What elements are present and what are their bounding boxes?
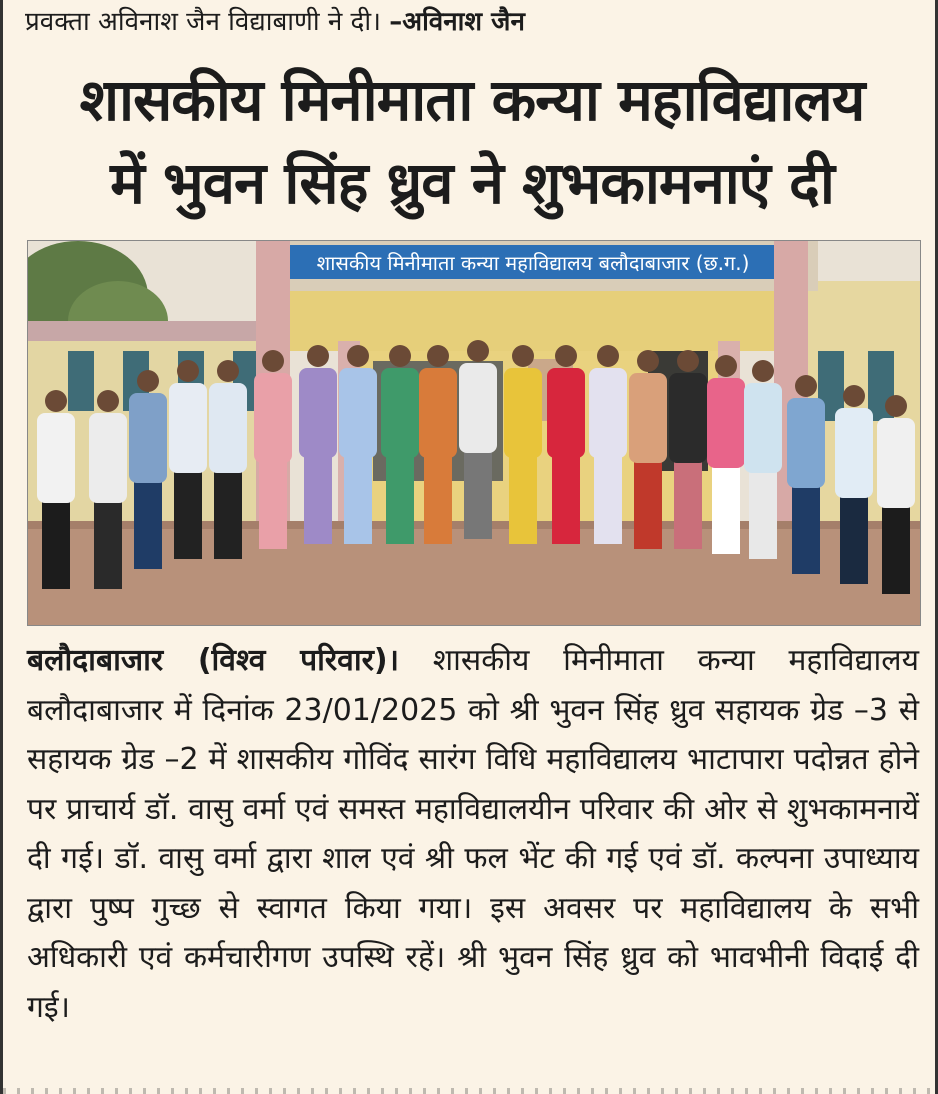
person-legs [634,461,662,549]
person-legs [174,471,202,559]
person-torso [381,368,419,458]
person-head [427,345,449,367]
person-torso [254,373,292,463]
dateline: बलौदाबाजार (विश्व परिवार)। [27,643,399,678]
person-legs [424,456,452,544]
byline: –अविनाश जैन [389,7,525,37]
person-torso [877,418,915,508]
person-legs [464,451,492,539]
person-torso [589,368,627,458]
person-head [715,355,737,377]
person-torso [547,368,585,458]
person-legs [882,506,910,594]
person-head [843,385,865,407]
previous-article-tail [25,4,925,40]
person-legs [749,471,777,559]
person-legs [386,456,414,544]
person-head [347,345,369,367]
article-body-text: शासकीय मिनीमाता कन्या महाविद्यालय बलौदाबाजार में दिनांक 23/01/2025 को श्री भुवन सिंह ध्रुव सहायक ग्रेड –3 से सहायक ग्रेड –2 में शासकीय गोविंद सारंग विधि महाविद्यालय भाटापारा पदोन्नत होने पर प्राचार्य डॉ. वासु वर्मा एवं समस्त महाविद्यालयीन परिवार की ओर से शुभकामनायें दी गई। डॉ. वासु वर्मा द्वारा शाल एवं श्री फल भेंट की गई एवं डॉ. कल्पना उपाध्याय द्वारा पुष्प गुच्छ से स्वागत किया गया। इस अवसर पर महाविद्यालय के सभी अधिकारी एवं कर्मचारीगण उपस्थि रहें। श्री भुवन सिंह ध्रुव को भावभीनी विदाई दी गई। [27,643,919,1025]
person-legs [840,496,868,584]
previous-article-text: प्रवक्ता अविनाश जैन विद्याबाणी ने दी। [25,7,381,37]
person-head [677,350,699,372]
person-torso [504,368,542,458]
person-torso [339,368,377,458]
person-torso [669,373,707,463]
person-torso [299,368,337,458]
group-photo [27,240,921,626]
person-head [97,390,119,412]
person-legs [509,456,537,544]
person-torso [419,368,457,458]
person-torso [787,398,825,488]
person-legs [304,456,332,544]
next-article-edge [3,1088,938,1094]
person-head [307,345,329,367]
person-head [137,370,159,392]
person-head [597,345,619,367]
person-torso [835,408,873,498]
headline-line-1: शासकीय मिनीमाता कन्या महाविद्यालय [79,66,865,134]
person-head [45,390,67,412]
person-torso [37,413,75,503]
person-head [795,375,817,397]
person-legs [552,456,580,544]
person-head [555,345,577,367]
college-banner-text: शासकीय मिनीमाता कन्या महाविद्यालय बलौदाबाजार (छ.ग.) [316,251,750,275]
person-head [389,345,411,367]
person-head [512,345,534,367]
person-legs [712,466,740,554]
person-legs [344,456,372,544]
person-torso [459,363,497,453]
person-head [467,340,489,362]
person-head [885,395,907,417]
person-torso [744,383,782,473]
person-legs [259,461,287,549]
person-legs [94,501,122,589]
person-legs [674,461,702,549]
person-legs [42,501,70,589]
person-torso [209,383,247,473]
person-head [262,350,284,372]
person-legs [792,486,820,574]
person-head [217,360,239,382]
article-body [27,636,919,1032]
person-legs [594,456,622,544]
person-head [637,350,659,372]
person-head [752,360,774,382]
person-torso [169,383,207,473]
person-torso [129,393,167,483]
person-torso [707,378,745,468]
person-torso [89,413,127,503]
person-head [177,360,199,382]
person-torso [629,373,667,463]
person-legs [134,481,162,569]
headline-line-2: में भुवन सिंह ध्रुव ने शुभकामनाएं दी [110,149,834,217]
person-legs [214,471,242,559]
